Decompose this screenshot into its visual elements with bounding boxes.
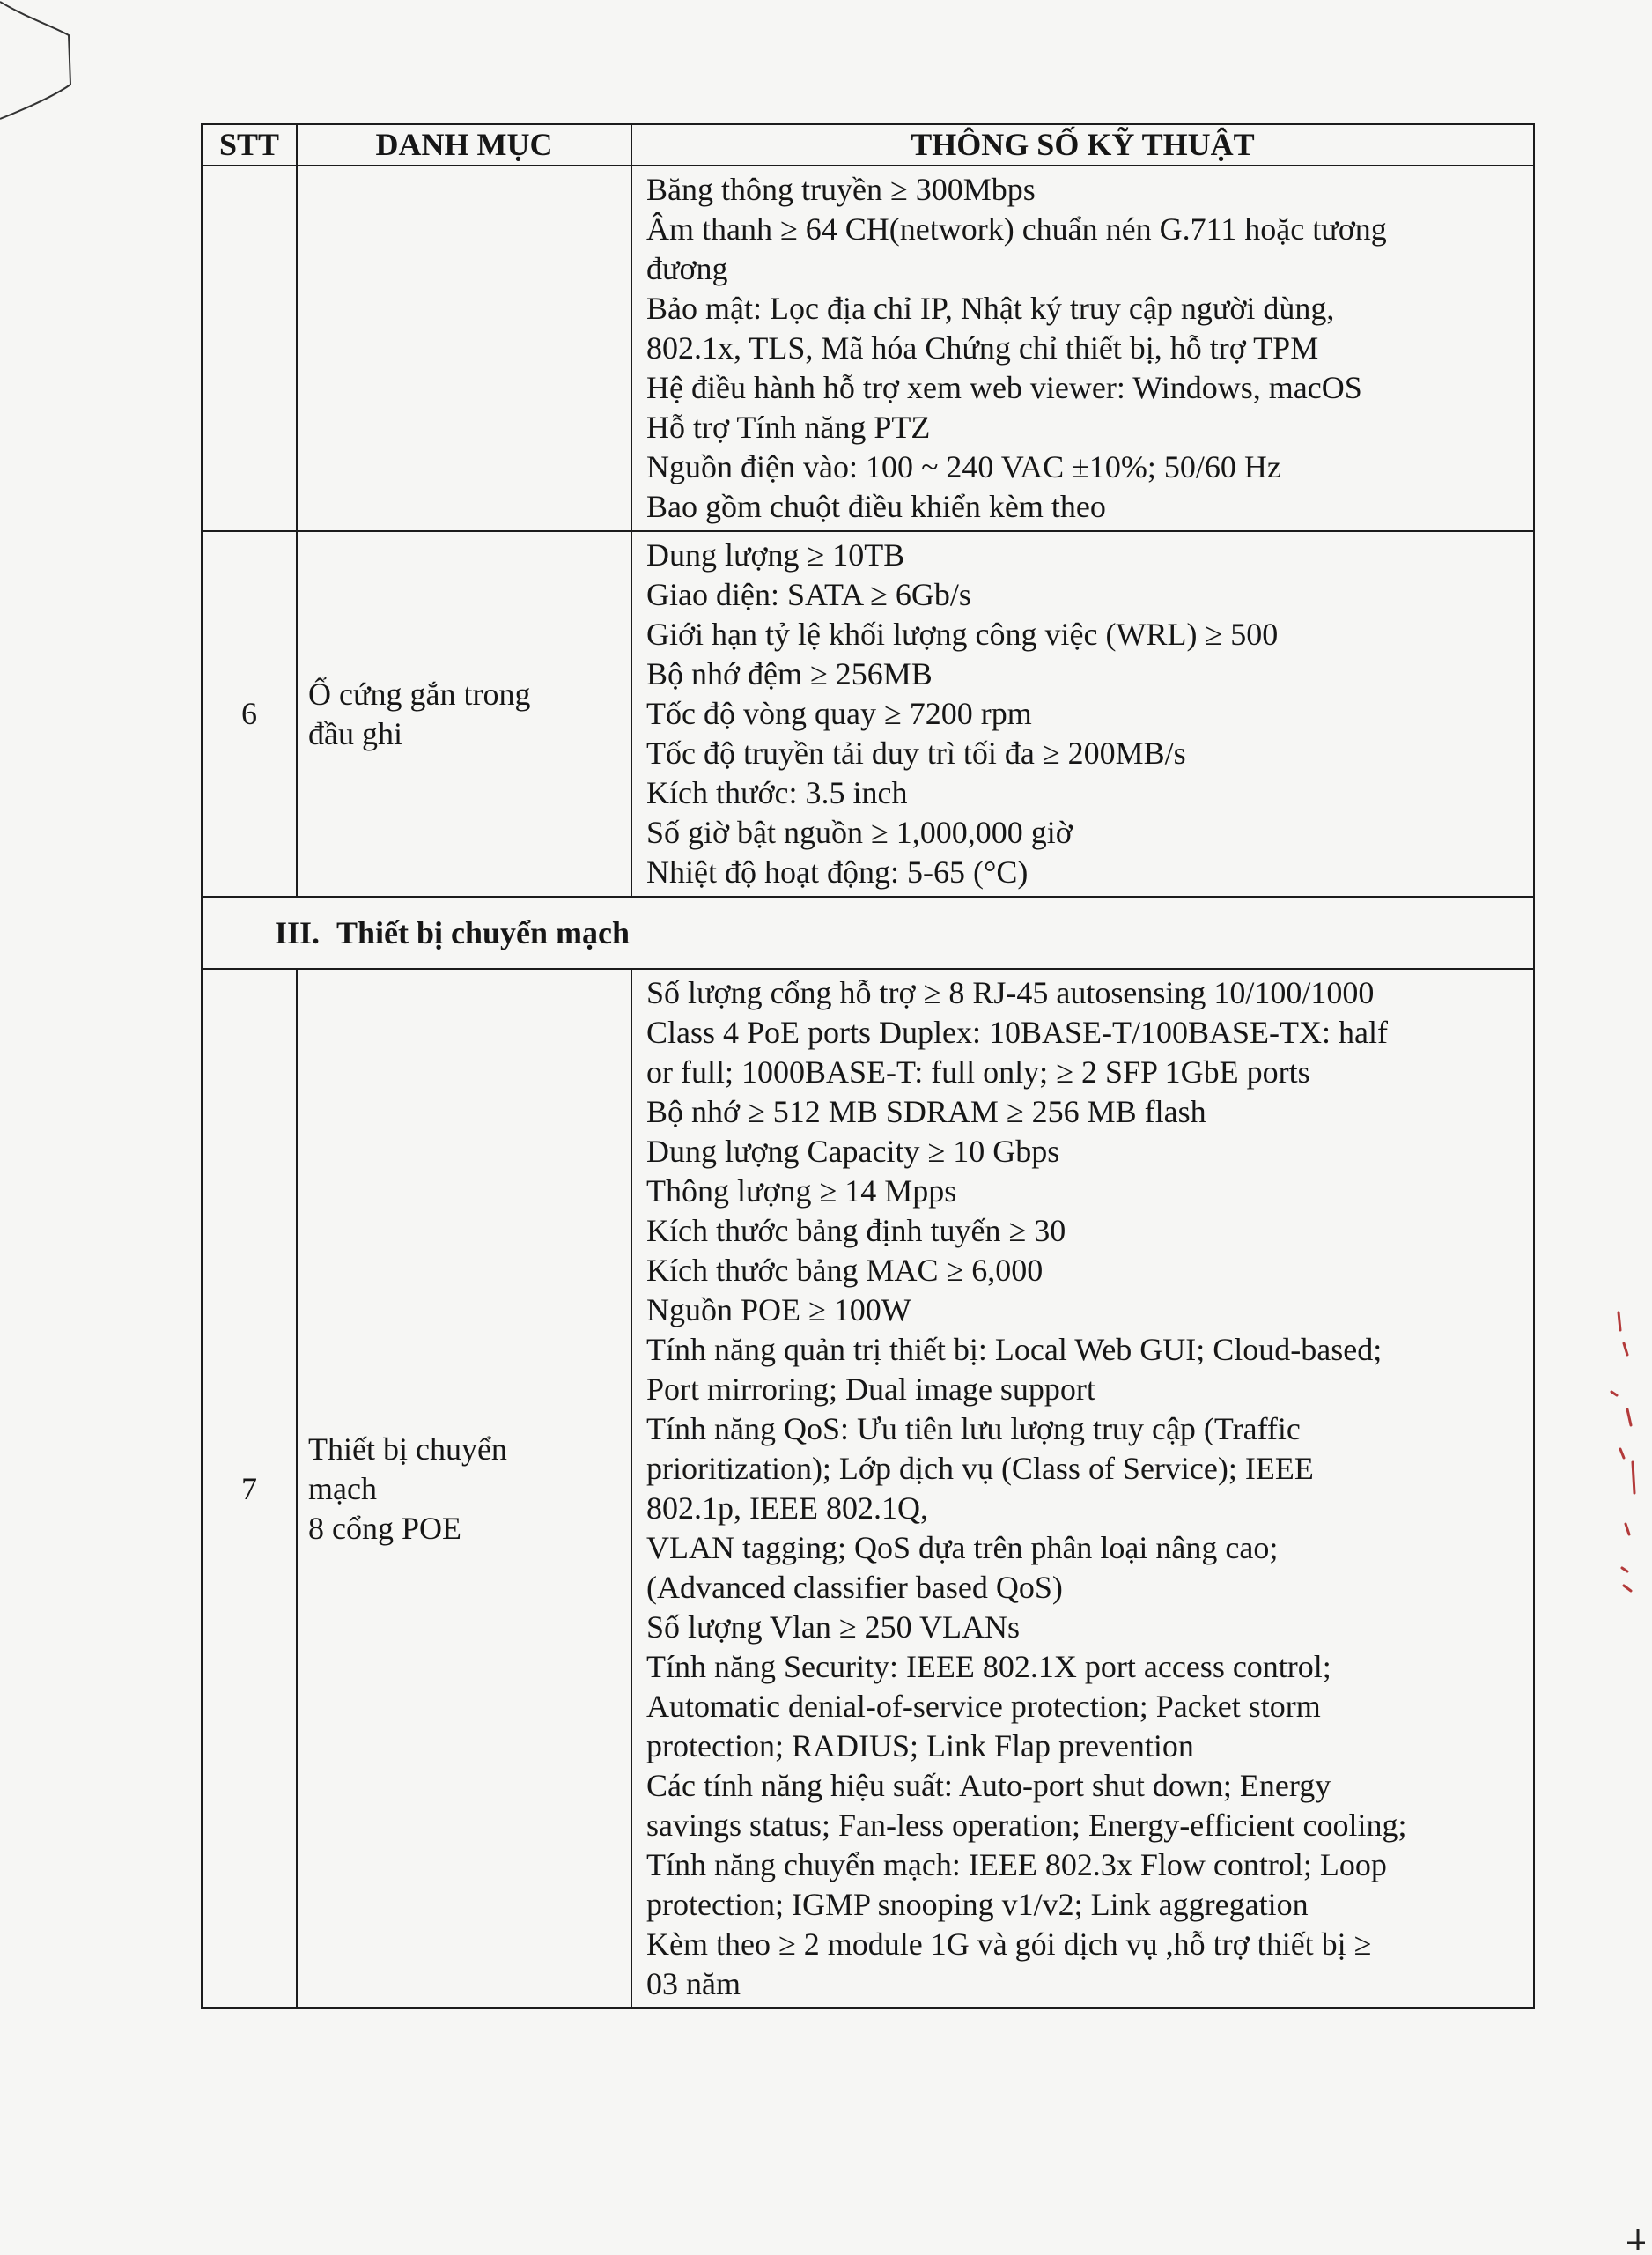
spec-line: Kích thước bảng định tuyến ≥ 30 <box>646 1213 1066 1248</box>
stamp-bleed-marks <box>1601 1304 1645 1621</box>
header-stt: STT <box>202 124 297 166</box>
spec-line: Tốc độ vòng quay ≥ 7200 rpm <box>646 696 1032 731</box>
header-category: DANH MỤC <box>297 124 631 166</box>
spec-line: Hỗ trợ Tính năng PTZ <box>646 410 931 445</box>
spec-table <box>201 123 1535 2009</box>
spec-line: Giao diện: SATA ≥ 6Gb/s <box>646 577 971 612</box>
section-title: Thiết bị chuyển mạch <box>336 914 631 950</box>
spec-line: VLAN tagging; QoS dựa trên phân loại nâng cao; <box>646 1530 1279 1565</box>
spec-line: 03 năm <box>646 1966 741 2001</box>
corner-mark <box>1626 2225 1647 2251</box>
table-row-continued <box>202 166 1534 531</box>
row-7-name-line: Thiết bị chuyển <box>308 1431 507 1467</box>
spec-line: Hệ điều hành hỗ trợ xem web viewer: Windows, macOS <box>646 370 1362 405</box>
spec-line: Tính năng QoS: Ưu tiên lưu lượng truy cập (Traffic <box>646 1411 1301 1446</box>
row-6-name-line: Ổ cứng gắn trong <box>308 676 531 712</box>
spec-line: Nhiệt độ hoạt động: 5-65 (°C) <box>646 854 1029 890</box>
header-specs: THÔNG SỐ KỸ THUẬT <box>631 124 1534 166</box>
spec-line: Dung lượng Capacity ≥ 10 Gbps <box>646 1134 1060 1169</box>
row-7-name-line: mạch <box>308 1470 377 1506</box>
table-row-7 <box>202 969 1534 2008</box>
spec-line: savings status; Fan-less operation; Energy-efficient cooling; <box>646 1808 1407 1843</box>
spec-line: (Advanced classifier based QoS) <box>646 1570 1063 1605</box>
table-header-row <box>202 124 1534 166</box>
row-7-specs <box>631 969 1534 2008</box>
spec-line: 802.1p, IEEE 802.1Q, <box>646 1490 928 1526</box>
spec-line: Âm thanh ≥ 64 CH(network) chuẩn nén G.711 hoặc tương <box>646 211 1387 247</box>
spec-line: Số lượng cổng hỗ trợ ≥ 8 RJ-45 autosensing 10/100/1000 <box>646 975 1375 1010</box>
spec-line: Nguồn POE ≥ 100W <box>646 1292 911 1327</box>
spec-line: 802.1x, TLS, Mã hóa Chứng chỉ thiết bị, hỗ trợ TPM <box>646 330 1319 366</box>
spec-line: Kèm theo ≥ 2 module 1G và gói dịch vụ ,hỗ trợ thiết bị ≥ <box>646 1926 1372 1962</box>
spec-line: đương <box>646 251 728 286</box>
spec-line: Automatic denial-of-service protection; Packet storm <box>646 1689 1321 1724</box>
row-7-name <box>297 969 631 2008</box>
spec-line: prioritization); Lớp dịch vụ (Class of Service); IEEE <box>646 1451 1314 1486</box>
spec-line: Tốc độ truyền tải duy trì tối đa ≥ 200MB/s <box>646 736 1186 771</box>
spec-line: Kích thước bảng MAC ≥ 6,000 <box>646 1253 1044 1288</box>
spec-line: Bao gồm chuột điều khiển kèm theo <box>646 489 1106 524</box>
spec-line: protection; IGMP snooping v1/v2; Link aggregation <box>646 1887 1309 1922</box>
spec-line: Class 4 PoE ports Duplex: 10BASE-T/100BASE-TX: half <box>646 1015 1388 1050</box>
spec-line: Tính năng chuyển mạch: IEEE 802.3x Flow control; Loop <box>646 1847 1387 1882</box>
spec-line: Bộ nhớ ≥ 512 MB SDRAM ≥ 256 MB flash <box>646 1094 1206 1129</box>
page-fold-mark <box>0 0 106 141</box>
spec-line: Số lượng Vlan ≥ 250 VLANs <box>646 1609 1021 1645</box>
spec-line: Thông lượng ≥ 14 Mpps <box>646 1173 957 1209</box>
row-6-specs <box>631 531 1534 897</box>
row-6-name <box>297 531 631 897</box>
spec-line: or full; 1000BASE-T: full only; ≥ 2 SFP 1GbE ports <box>646 1054 1310 1090</box>
spec-line: Các tính năng hiệu suất: Auto-port shut down; Energy <box>646 1768 1331 1803</box>
row-6-name-line: đầu ghi <box>308 715 402 751</box>
section-row-iii <box>202 897 1534 969</box>
section-heading <box>202 897 1534 969</box>
spec-line: Tính năng Security: IEEE 802.1X port access control; <box>646 1649 1331 1684</box>
spec-line: Kích thước: 3.5 inch <box>646 775 908 810</box>
spec-line: Nguồn điện vào: 100 ~ 240 VAC ±10%; 50/60 Hz <box>646 449 1281 484</box>
table-row-6 <box>202 531 1534 897</box>
spec-line: protection; RADIUS; Link Flap prevention <box>646 1728 1194 1763</box>
spec-line: Port mirroring; Dual image support <box>646 1371 1095 1407</box>
row-7-name-line: 8 cổng POE <box>308 1510 461 1546</box>
row-continued-stt <box>202 166 297 531</box>
row-continued-specs <box>631 166 1534 531</box>
spec-line: Dung lượng ≥ 10TB <box>646 537 905 573</box>
spec-line: Tính năng quản trị thiết bị: Local Web GUI; Cloud-based; <box>646 1332 1383 1367</box>
spec-line: Bảo mật: Lọc địa chỉ IP, Nhật ký truy cập người dùng, <box>646 291 1335 326</box>
spec-line: Băng thông truyền ≥ 300Mbps <box>646 172 1036 207</box>
row-7-stt: 7 <box>202 969 297 2008</box>
row-6-stt: 6 <box>202 531 297 897</box>
row-continued-name <box>297 166 631 531</box>
spec-line: Số giờ bật nguồn ≥ 1,000,000 giờ <box>646 815 1073 850</box>
spec-line: Bộ nhớ đệm ≥ 256MB <box>646 656 933 691</box>
spec-line: Giới hạn tỷ lệ khối lượng công việc (WRL) ≥ 500 <box>646 617 1279 652</box>
section-number: III. <box>275 914 321 950</box>
